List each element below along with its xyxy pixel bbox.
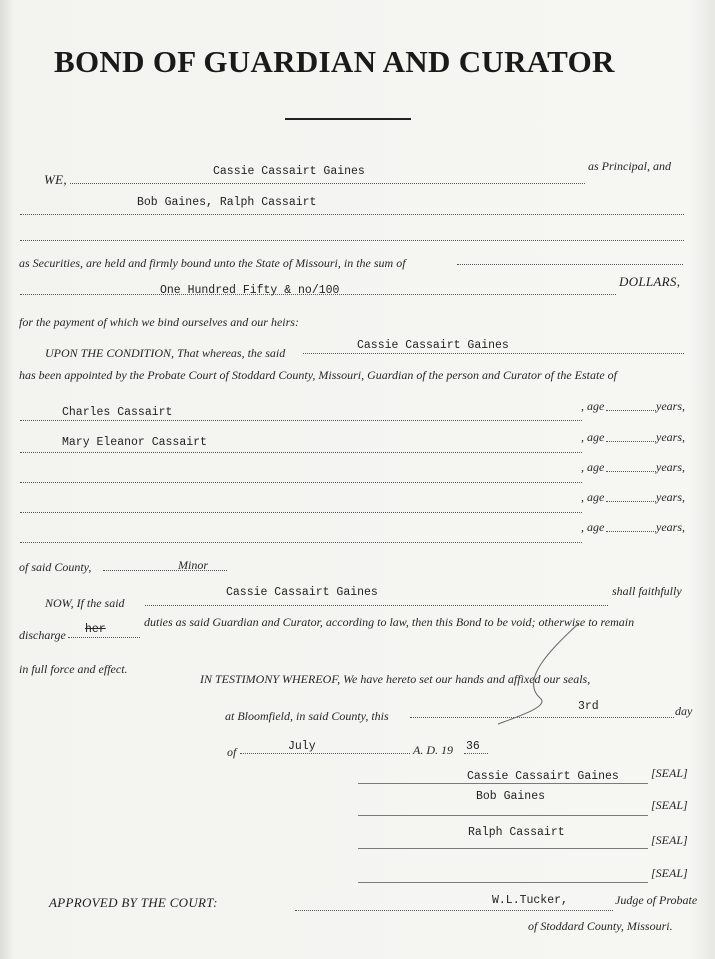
years-label: years, [656,490,685,504]
payment-text: for the payment of which we bind ourselves and our heirs: [19,315,299,329]
years-label: years, [656,399,685,413]
seal-label: [SEAL] [651,798,688,812]
signature-line [358,783,648,784]
principal-line [70,183,585,184]
judge-name: W.L.Tucker, [492,894,568,907]
years-label: years, [656,460,685,474]
signature-line [358,815,648,816]
approval-label: APPROVED BY THE COURT: [49,895,218,910]
ward-line [20,482,582,483]
force-text: in full force and effect. [19,662,128,676]
securities-line-1 [20,214,684,215]
principal-label: as Principal, and [588,159,671,173]
age-label: , age [581,520,605,534]
seal-label: [SEAL] [651,766,688,780]
age-label: , age [581,430,605,444]
county-status: Minor [178,558,208,572]
title-underline [285,118,411,120]
month-line [240,753,410,754]
seal-label: [SEAL] [651,866,688,880]
seal-label: [SEAL] [651,833,688,847]
ward-line [20,452,582,453]
age-line [606,410,656,411]
age-label: , age [581,490,605,504]
dollars-label: DOLLARS, [619,274,681,289]
obligation-name: Cassie Cassairt Gaines [226,586,378,599]
day-label: day [675,704,693,718]
document-title: BOND OF GUARDIAN AND CURATOR [54,44,615,79]
years-label: years, [656,520,685,534]
county-line-text: of Stoddard County, Missouri. [528,919,673,933]
judge-line [295,910,613,911]
ward-name: Mary Eleanor Cassairt [62,436,207,449]
appointed-text: has been appointed by the Probate Court of Stoddard County, Missouri, Guardian of the person and Curator of the Estate of [19,368,617,382]
age-label: , age [581,399,605,413]
ad-label: A. D. 19 [413,743,453,757]
ward-line [20,512,582,513]
discharge-label: discharge [19,628,66,642]
place-text: at Bloomfield, in said County, this [225,709,389,723]
signature-name: Ralph Cassairt [468,826,565,839]
guardian-name: Cassie Cassairt Gaines [357,339,509,352]
securities-names: Bob Gaines, Ralph Cassairt [137,196,317,209]
sum-amount: One Hundred Fifty & no/100 [160,284,340,297]
now-label: NOW, If the said [45,596,125,610]
sum-line [20,294,616,295]
age-line [606,441,656,442]
we-label: WE, [44,172,67,187]
bound-text: as Securities, are held and firmly bound unto the State of Missouri, in the sum of [19,256,406,270]
pronoun: her [85,623,106,636]
month-value: July [288,740,316,753]
pen-mark [480,620,600,730]
signature-line [358,882,648,883]
signature-name: Cassie Cassairt Gaines [467,770,619,783]
now-line [145,605,608,606]
testimony-lead: IN TESTIMONY WHEREOF, We have hereto set our hands and affixed our seals, [200,672,591,686]
pronoun-line [68,637,140,638]
faithfully-label: shall faithfully [612,584,682,598]
condition-lead: UPON THE CONDITION, That whereas, the said [45,346,286,360]
age-line [606,501,656,502]
age-line [606,531,656,532]
ward-line [20,420,582,421]
year-suffix: 36 [466,740,480,753]
age-line [606,471,656,472]
day-value: 3rd [578,700,599,713]
of-label: of [227,745,237,759]
signature-line [358,848,648,849]
principal-name: Cassie Cassairt Gaines [213,165,365,178]
securities-line-2 [20,240,684,241]
county-label: of said County, [19,560,92,574]
duties-text: duties as said Guardian and Curator, according to law, then this Bond to be void; otherwise to remain [144,615,635,629]
signature-name: Bob Gaines [476,790,546,803]
years-label: years, [656,430,685,444]
county-line [103,570,227,571]
year-line [464,753,488,754]
age-label: , age [581,460,605,474]
ward-line [20,542,582,543]
ward-name: Charles Cassairt [62,406,173,419]
judge-title: Judge of Probate [615,893,698,907]
condition-line [303,353,684,354]
bound-line [457,264,683,265]
